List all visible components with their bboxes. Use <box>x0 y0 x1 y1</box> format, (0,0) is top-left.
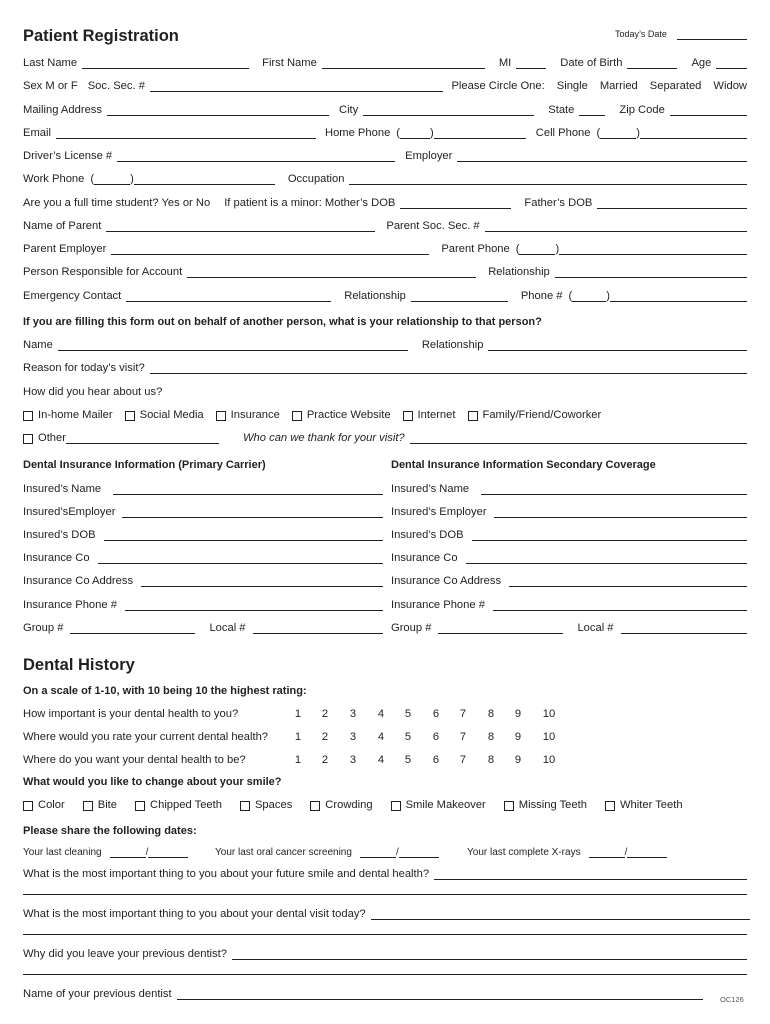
mailing-row <box>23 104 747 117</box>
dob-field[interactable] <box>627 57 677 69</box>
rating-option[interactable]: 3 <box>349 731 357 743</box>
other-relationship-field[interactable] <box>488 339 747 351</box>
home-phone-area[interactable] <box>400 127 430 139</box>
checkbox-icon <box>125 411 135 421</box>
parent-employer-label: Parent Employer <box>23 243 107 255</box>
widow-option[interactable]: Widow <box>713 80 747 92</box>
other-name-label: Name <box>23 339 53 351</box>
age-field[interactable] <box>716 57 747 69</box>
checkbox-icon <box>292 411 302 421</box>
checkbox-icon <box>403 411 413 421</box>
parent-name-row <box>23 220 747 233</box>
license-field[interactable] <box>117 150 395 162</box>
change-option-bite[interactable]: Bite <box>83 799 117 812</box>
primary-insured-dob-field[interactable] <box>104 529 383 541</box>
work-phone-area[interactable] <box>94 173 130 185</box>
secondary-insurance-title: Dental Insurance Information Secondary Coverage <box>391 459 656 471</box>
rating-option[interactable]: 4 <box>377 731 385 743</box>
rating-option[interactable]: 3 <box>349 754 357 766</box>
primary-local-field[interactable] <box>253 622 383 634</box>
cell-phone-label: Cell Phone <box>535 127 591 139</box>
rating-option[interactable]: 2 <box>321 708 329 720</box>
reason-label: Reason for today’s visit? <box>23 362 145 374</box>
responsible-label: Person Responsible for Account <box>23 266 183 278</box>
todays-date-row <box>615 28 747 41</box>
first-name-field[interactable] <box>322 57 485 69</box>
rating-option[interactable]: 3 <box>349 708 357 720</box>
secondary-local-field[interactable] <box>621 622 747 634</box>
parent-phone-label: Parent Phone <box>441 243 510 255</box>
employer-label: Employer <box>405 150 453 162</box>
rating-option[interactable]: 6 <box>432 731 440 743</box>
paren-close: ) <box>636 127 640 139</box>
emergency-phone-area[interactable] <box>572 290 606 302</box>
form-code: OC126 <box>720 995 744 1004</box>
parent-ss-field[interactable] <box>485 220 747 232</box>
checkbox-icon <box>240 801 250 811</box>
license-row <box>23 150 747 163</box>
emergency-field[interactable] <box>126 290 331 302</box>
mailing-label: Mailing Address <box>23 104 102 116</box>
checkbox-icon <box>23 411 33 421</box>
soc-sec-field[interactable] <box>150 80 444 92</box>
dates-title: Please share the following dates: <box>23 825 197 837</box>
primary-insured-name-row: Insured’s Name <box>23 483 383 496</box>
visit-question-row: What is the most important thing to you about your dental visit today? <box>23 908 750 921</box>
last-xrays-row: Your last complete X-rays / <box>467 846 667 859</box>
emergency-relationship-field[interactable] <box>411 290 508 302</box>
last-xrays-year[interactable] <box>627 846 667 858</box>
visit-answer-line2 <box>23 923 747 936</box>
last-cleaning-year[interactable] <box>148 846 188 858</box>
secondary-insurance-co-row: Insurance Co <box>391 552 747 565</box>
parent-name-field[interactable] <box>106 220 375 232</box>
other-field[interactable] <box>66 432 219 444</box>
secondary-group-row: Group # Local # <box>391 622 747 635</box>
checkbox-icon <box>605 801 615 811</box>
state-label: State <box>548 104 575 116</box>
secondary-insured-dob-field[interactable] <box>472 529 747 541</box>
home-phone-field[interactable] <box>434 127 526 139</box>
rating-option[interactable]: 7 <box>459 754 467 766</box>
primary-insurance-address-field[interactable] <box>141 575 383 587</box>
why-question-row: Why did you leave your previous dentist? <box>23 948 747 961</box>
email-label: Email <box>23 127 51 139</box>
emergency-phone-field[interactable] <box>610 290 747 302</box>
rating-option[interactable]: 5 <box>404 731 412 743</box>
last-name-field[interactable] <box>82 57 249 69</box>
rating-option[interactable]: 1 <box>294 731 302 743</box>
checkbox-icon <box>310 801 320 811</box>
paren-close: ) <box>130 173 134 185</box>
visit-answer-field[interactable] <box>371 908 750 920</box>
checkbox-icon <box>504 801 514 811</box>
future-answer-line2 <box>23 883 747 896</box>
cell-phone-field[interactable] <box>640 127 747 139</box>
primary-group-field[interactable] <box>70 622 195 634</box>
rating-option[interactable]: 6 <box>432 754 440 766</box>
age-label: Age <box>691 57 712 69</box>
rating-option[interactable]: 7 <box>459 708 467 720</box>
secondary-insured-dob-row: Insured’s DOB <box>391 529 747 542</box>
home-phone-label: Home Phone <box>324 127 391 139</box>
hear-option-website[interactable]: Practice Website <box>292 409 391 422</box>
emergency-phone-label: Phone # <box>520 290 563 302</box>
email-field[interactable] <box>56 127 316 139</box>
prev-dentist-row: Name of your previous dentist <box>23 988 703 1001</box>
first-name-label: First Name <box>262 57 317 69</box>
other-relationship-label: Relationship <box>421 339 484 351</box>
responsible-relationship-label: Relationship <box>488 266 550 278</box>
rating-option[interactable]: 9 <box>514 754 522 766</box>
change-options-row <box>23 799 747 812</box>
paren-close: ) <box>555 243 560 255</box>
future-answer-field[interactable] <box>434 868 747 880</box>
hear-option-internet[interactable]: Internet <box>403 409 456 422</box>
student-label: Are you a full time student? Yes or No <box>23 197 211 209</box>
primary-insurance-title: Dental Insurance Information (Primary Carrier) <box>23 459 266 471</box>
mi-field[interactable] <box>516 57 546 69</box>
parent-name-label: Name of Parent <box>23 220 102 232</box>
rating-option[interactable]: 2 <box>321 731 329 743</box>
hear-option-family[interactable]: Family/Friend/Coworker <box>468 409 602 422</box>
primary-insurance-address-row: Insurance Co Address <box>23 575 383 588</box>
occupation-field[interactable] <box>349 173 747 185</box>
secondary-insurance-address-row: Insurance Co Address <box>391 575 747 588</box>
hear-option-social[interactable]: Social Media <box>125 409 204 422</box>
secondary-insurance-co-field[interactable] <box>466 552 747 564</box>
primary-insured-name-field[interactable] <box>113 483 383 495</box>
rating-option[interactable]: 2 <box>321 754 329 766</box>
checkbox-icon <box>468 411 478 421</box>
primary-insurance-phone-field[interactable] <box>125 599 383 611</box>
change-option-crowding[interactable]: Crowding <box>310 799 372 812</box>
paren-open: ( <box>568 290 573 302</box>
cell-phone-area[interactable] <box>600 127 636 139</box>
scale-title: On a scale of 1-10, with 10 being 10 the highest rating: <box>23 685 307 697</box>
father-dob-label: Father’s DOB <box>524 197 593 209</box>
rating-option[interactable]: 10 <box>542 754 556 766</box>
rating-option[interactable]: 7 <box>459 731 467 743</box>
emergency-row <box>23 290 747 303</box>
primary-group-row: Group # Local # <box>23 622 383 635</box>
rating-option[interactable]: 1 <box>294 754 302 766</box>
reason-row <box>23 362 747 375</box>
responsible-relationship-field[interactable] <box>555 266 747 278</box>
last-cleaning-month[interactable] <box>110 846 146 858</box>
student-row <box>23 197 747 210</box>
change-option-makeover[interactable]: Smile Makeover <box>391 799 486 812</box>
work-phone-label: Work Phone <box>23 173 85 185</box>
primary-insurance-co-field[interactable] <box>98 552 383 564</box>
zip-label: Zip Code <box>619 104 665 116</box>
name-row <box>23 57 747 70</box>
hear-option-insurance[interactable]: Insurance <box>216 409 280 422</box>
change-title: What would you like to change about your smile? <box>23 776 282 788</box>
checkbox-icon <box>135 801 145 811</box>
other-row <box>23 432 747 445</box>
soc-sec-label: Soc. Sec. # <box>87 80 145 92</box>
rating-option[interactable]: 8 <box>487 708 495 720</box>
sex-label: Sex M or F <box>23 80 78 92</box>
rating-option[interactable]: 9 <box>514 731 522 743</box>
q1-label: How important is your dental health to you? <box>23 708 239 720</box>
other-name-field[interactable] <box>58 339 408 351</box>
occupation-label: Occupation <box>287 173 345 185</box>
rating-option[interactable]: 5 <box>404 754 412 766</box>
secondary-insured-name-row: Insured’s Name <box>391 483 747 496</box>
todays-date-label: Today’s Date <box>615 29 667 39</box>
employer-field[interactable] <box>457 150 747 162</box>
rating-option[interactable]: 5 <box>404 708 412 720</box>
secondary-insurance-address-field[interactable] <box>509 575 747 587</box>
hear-options-row <box>23 409 747 422</box>
why-answer-field-2[interactable] <box>23 963 747 975</box>
checkbox-icon <box>83 801 93 811</box>
page-title: Patient Registration <box>23 27 179 45</box>
rating-option[interactable]: 8 <box>487 754 495 766</box>
secondary-insurance-phone-field[interactable] <box>493 599 747 611</box>
primary-insured-employer-field[interactable] <box>122 506 383 518</box>
secondary-insured-employer-row: Insured’s Employer <box>391 506 747 519</box>
thank-field[interactable] <box>410 432 747 444</box>
last-cleaning-row: Your last cleaning / <box>23 846 188 859</box>
work-phone-field[interactable] <box>134 173 275 185</box>
change-option-spaces[interactable]: Spaces <box>240 799 292 812</box>
change-option-chipped[interactable]: Chipped Teeth <box>135 799 222 812</box>
parent-employer-row <box>23 243 747 256</box>
change-option-whiter[interactable]: Whiter Teeth <box>605 799 683 812</box>
primary-insurance-co-row: Insurance Co <box>23 552 383 565</box>
hear-option-mailer[interactable]: In-home Mailer <box>23 409 113 422</box>
rating-option[interactable]: 10 <box>542 708 556 720</box>
secondary-insurance-phone-row: Insurance Phone # <box>391 599 747 612</box>
last-oral-year[interactable] <box>399 846 439 858</box>
zip-field[interactable] <box>670 104 747 116</box>
married-option[interactable]: Married <box>599 80 638 92</box>
rating-option[interactable]: 10 <box>542 731 556 743</box>
sex-row <box>23 80 747 93</box>
dental-history-title: Dental History <box>23 656 135 674</box>
checkbox-icon <box>23 801 33 811</box>
responsible-row <box>23 266 747 279</box>
todays-date-field[interactable] <box>677 28 747 40</box>
rating-option[interactable]: 1 <box>294 708 302 720</box>
why-answer-field[interactable] <box>232 948 747 960</box>
responsible-field[interactable] <box>187 266 476 278</box>
mailing-field[interactable] <box>107 104 329 116</box>
change-option-missing[interactable]: Missing Teeth <box>504 799 587 812</box>
hear-option-other[interactable]: Other <box>23 432 66 445</box>
primary-insurance-phone-row: Insurance Phone # <box>23 599 383 612</box>
last-oral-month[interactable] <box>360 846 396 858</box>
paren-open: ( <box>596 127 601 139</box>
dob-label: Date of Birth <box>560 57 623 69</box>
father-dob-field[interactable] <box>597 197 747 209</box>
secondary-group-field[interactable] <box>438 622 563 634</box>
checkbox-icon <box>216 411 226 421</box>
secondary-insured-name-field[interactable] <box>481 483 747 495</box>
prev-dentist-field[interactable] <box>177 988 703 1000</box>
single-option[interactable]: Single <box>556 80 588 92</box>
mi-label: MI <box>498 57 512 69</box>
separated-option[interactable]: Separated <box>649 80 702 92</box>
paren-open: ( <box>515 243 520 255</box>
last-xrays-month[interactable] <box>589 846 625 858</box>
paren-close: ) <box>606 290 610 302</box>
mother-dob-field[interactable] <box>400 197 511 209</box>
thank-label: Who can we thank for your visit? <box>242 432 405 444</box>
parent-phone-area[interactable] <box>519 243 555 255</box>
city-field[interactable] <box>363 104 534 116</box>
hear-label: How did you hear about us? <box>23 386 163 398</box>
checkbox-icon <box>391 801 401 811</box>
parent-phone-field[interactable] <box>559 243 747 255</box>
emergency-label: Emergency Contact <box>23 290 122 302</box>
visit-answer-field-2[interactable] <box>23 923 747 935</box>
state-field[interactable] <box>579 104 605 116</box>
secondary-insured-employer-field[interactable] <box>494 506 747 518</box>
last-name-label: Last Name <box>23 57 78 69</box>
future-question-row: What is the most important thing to you about your future smile and dental health? <box>23 868 747 881</box>
q3-label: Where do you want your dental health to be? <box>23 754 246 766</box>
future-answer-field-2[interactable] <box>23 883 747 895</box>
q2-label: Where would you rate your current dental health? <box>23 731 269 743</box>
checkbox-icon <box>23 434 33 444</box>
paren-open: ( <box>396 127 401 139</box>
primary-insured-employer-row: Insured’sEmployer <box>23 506 383 519</box>
rating-option[interactable]: 8 <box>487 731 495 743</box>
last-oral-row: Your last oral cancer screening / <box>215 846 439 859</box>
other-person-row <box>23 339 747 352</box>
license-label: Driver’s License # <box>23 150 113 162</box>
emergency-relationship-label: Relationship <box>344 290 406 302</box>
reason-field[interactable] <box>150 362 747 374</box>
rating-option[interactable]: 9 <box>514 708 522 720</box>
paren-open: ( <box>90 173 95 185</box>
parent-ss-label: Parent Soc. Sec. # <box>386 220 480 232</box>
minor-label: If patient is a minor: Mother’s DOB <box>224 197 396 209</box>
rating-option[interactable]: 6 <box>432 708 440 720</box>
circle-one-label: Please Circle One: <box>451 80 545 92</box>
why-answer-line2 <box>23 963 747 976</box>
city-label: City <box>338 104 359 116</box>
email-row <box>23 127 747 140</box>
filling-question: If you are filling this form out on behalf of another person, what is your relationship to that person? <box>23 316 542 328</box>
work-row <box>23 173 747 186</box>
parent-employer-field[interactable] <box>111 243 429 255</box>
paren-close: ) <box>430 127 434 139</box>
change-option-color[interactable]: Color <box>23 799 65 812</box>
rating-option[interactable]: 4 <box>377 754 385 766</box>
rating-option[interactable]: 4 <box>377 708 385 720</box>
primary-insured-dob-row: Insured’s DOB <box>23 529 383 542</box>
